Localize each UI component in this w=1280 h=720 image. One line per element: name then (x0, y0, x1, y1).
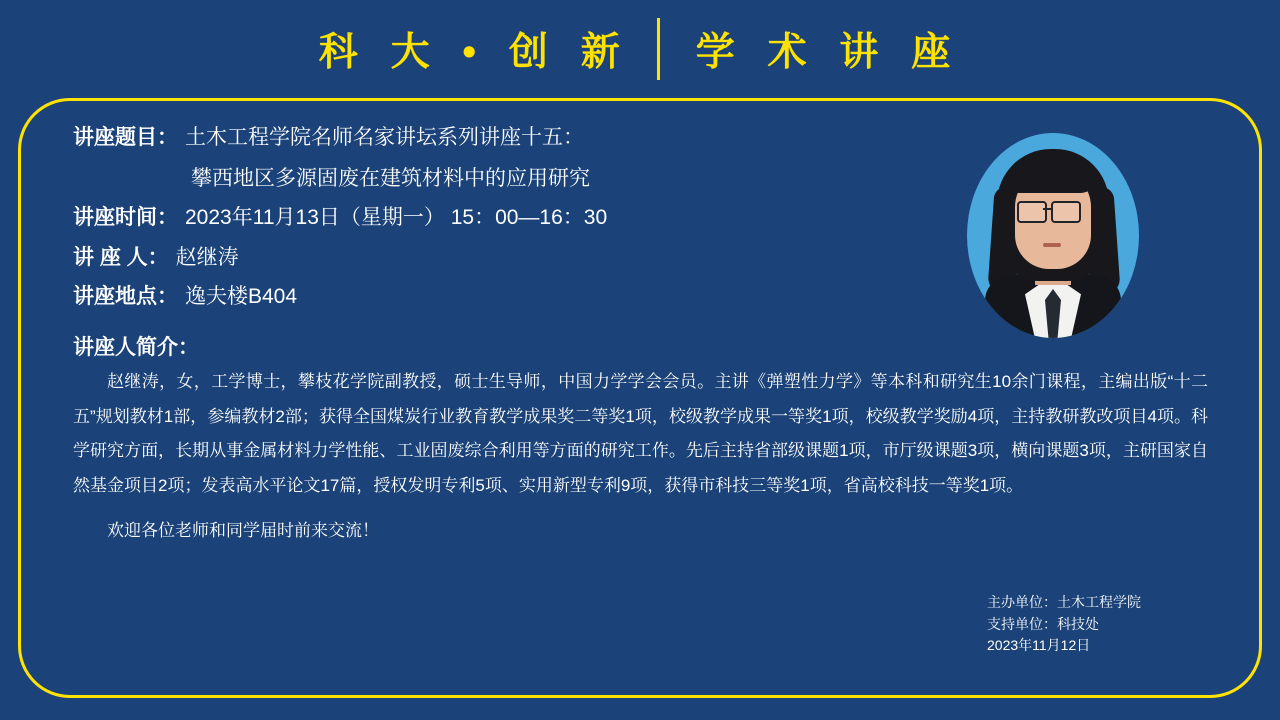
lecture-speaker-label: 讲 座 人： (73, 245, 169, 269)
portrait-glasses-bridge (1043, 208, 1053, 210)
header-right-title: 学 术 讲 座 (695, 31, 962, 74)
lecture-place-value: 逸夫楼B404 (185, 285, 298, 309)
poster-card (18, 98, 1262, 698)
lecture-topic-line2: 攀西地区多源固废在建筑材料中的应用研究 (191, 167, 590, 191)
lecture-speaker-row (73, 243, 843, 273)
portrait-fringe (1011, 159, 1095, 193)
lecture-time-label: 讲座时间： (73, 206, 178, 230)
lecture-place-row (73, 282, 843, 312)
lecture-speaker-value: 赵继涛 (175, 245, 239, 269)
lecture-info (73, 123, 843, 313)
footer-date: 2023年11月12日 (987, 637, 1091, 654)
footer-organizer: 主办单位：土木工程学院 (987, 593, 1141, 610)
bio-heading: 讲座人简介： (73, 335, 199, 359)
bio-paragraph: 赵继涛，女，工学博士，攀枝花学院副教授，硕士生导师，中国力学学会会员。主讲《弹塑性力学》等本科和研究生10余门课程，主编出版“十二五”规划教材1部，参编教材2部；获得全国煤炭行业教育教学成果奖二等奖1项，校级教学成果一等奖1项，校级教学奖励4项，主持教研教改项目4项。科学研究方面，长期从事金属材料力学性能、工业固废综合利用等方面的研究工作。先后主持省部级课题1项，市厅级课题3项，横向课题3项，主研国家自然基金项目2项；发表高水平论文17篇，授权发明专利5项、实用新型专利9项，获得市科技三等奖1项，省高校科技一等奖1项。 (73, 371, 1208, 496)
lecture-place-label: 讲座地点： (73, 285, 178, 309)
page-header (0, 0, 1280, 98)
header-divider (657, 18, 660, 80)
avatar (967, 133, 1139, 338)
portrait-mouth (1043, 243, 1061, 247)
portrait-glasses-left (1017, 201, 1047, 223)
poster-footer (987, 592, 1141, 657)
lecture-topic-label: 讲座题目： (73, 126, 178, 149)
lecture-topic-value: 土木工程学院名师名家讲坛系列讲座十五： (185, 126, 584, 149)
footer-supporter: 支持单位：科技处 (987, 615, 1099, 632)
portrait-oval (967, 133, 1139, 338)
lecture-time-value: 2023年11月13日（星期一） 15：00—16：30 (185, 206, 608, 230)
bio-welcome: 欢迎各位老师和同学届时前来交流！ (107, 521, 379, 541)
header-left-title: 科 大 • 创 新 (318, 31, 631, 74)
portrait-glasses-right (1051, 201, 1081, 223)
lecture-topic-row (73, 123, 843, 153)
lecture-time-row (73, 203, 843, 233)
